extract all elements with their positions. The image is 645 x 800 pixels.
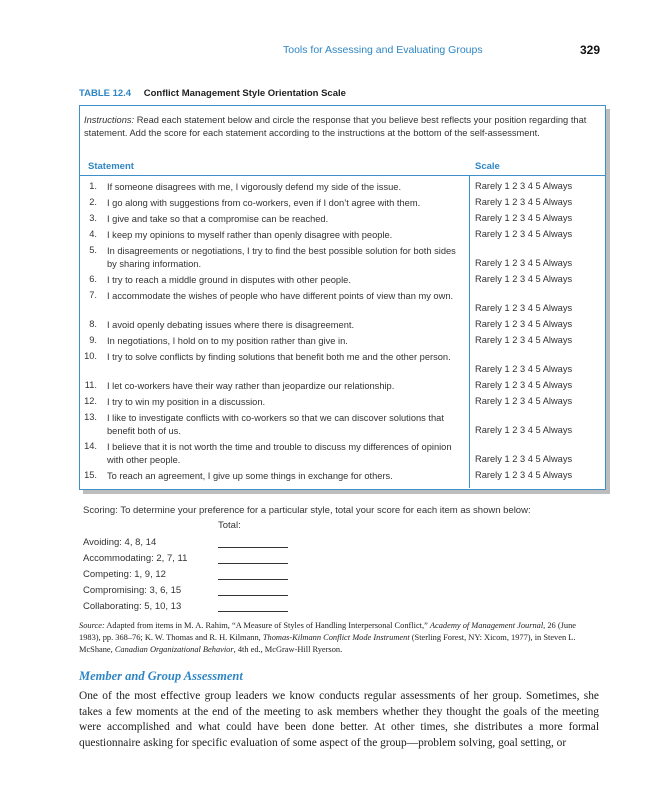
score-item-label: Avoiding: 4, 8, 14 (83, 537, 157, 548)
row-scale: Rarely 1 2 3 4 5 Always (475, 197, 573, 207)
table-title: Conflict Management Style Orientation Scale (143, 88, 346, 99)
table-number: TABLE 12.4 (79, 88, 132, 99)
row-number: 10. (84, 351, 97, 361)
score-blank (218, 611, 288, 612)
row-statement: I try to solve conflicts by finding solutions that benefit both me and the other person. (107, 352, 451, 362)
table-caption (79, 88, 346, 99)
score-blank (218, 595, 288, 596)
body-paragraph: One of the most effective group leaders we know conducts regular assessments of her group. Sometimes, she takes a few moments at the end of the meeting to ask members whether they thought the goals of the meeting were accomplished and what could have been done better. At other times, she distributes a more formal questionnaire asking for specific evaluation of some aspect of the group—problem solving, goal setting, or (79, 690, 599, 749)
row-scale: Rarely 1 2 3 4 5 Always (475, 364, 573, 374)
row-statement: I give and take so that a compromise can be reached. (107, 214, 329, 224)
score-blank (218, 579, 288, 580)
row-scale: Rarely 1 2 3 4 5 Always (475, 470, 573, 480)
source-citation (79, 620, 599, 656)
row-statement: I go along with suggestions from co-workers, even if I don’t agree with them. (107, 198, 421, 208)
instructions-lead: Instructions: (84, 115, 135, 125)
row-number: 5. (89, 245, 97, 255)
row-statement: If someone disagrees with me, I vigorously defend my side of the issue. (107, 182, 402, 192)
row-statement: I accommodate the wishes of people who have different points of view than my own. (107, 291, 454, 301)
row-scale: Rarely 1 2 3 4 5 Always (475, 258, 573, 268)
row-statement: I avoid openly debating issues where there is disagreement. (107, 320, 355, 330)
source-instrument: Thomas-Kilmann Conflict Mode Instrument (262, 633, 410, 642)
running-head (0, 44, 645, 58)
row-scale: Rarely 1 2 3 4 5 Always (475, 213, 573, 223)
total-label: Total: (218, 520, 241, 531)
row-number: 6. (89, 274, 97, 284)
score-item-label: Collaborating: 5, 10, 13 (83, 601, 182, 612)
instructions (84, 114, 599, 140)
scoring-instructions: Scoring: To determine your preference for a particular style, total your score for each item as shown below: (83, 505, 531, 516)
row-number: 4. (89, 229, 97, 239)
row-number: 9. (89, 335, 97, 345)
score-blank (218, 547, 288, 548)
row-scale: Rarely 1 2 3 4 5 Always (475, 303, 573, 313)
source-text: , 4th ed., McGraw-Hill Ryerson. (233, 645, 343, 654)
row-scale: Rarely 1 2 3 4 5 Always (475, 425, 573, 435)
row-number: 13. (84, 412, 97, 422)
page-number: 329 (580, 43, 601, 57)
row-number: 1. (89, 181, 97, 191)
row-number: 8. (89, 319, 97, 329)
row-statement: I let co-workers have their way rather than jeopardize our relationship. (107, 381, 395, 391)
score-item-label: Accommodating: 2, 7, 11 (83, 553, 188, 564)
source-text: (Sterling Forest, NY: Xicom, 1977), in Steven L. McShane, (79, 633, 576, 654)
assessment-table (79, 105, 606, 490)
row-scale: Rarely 1 2 3 4 5 Always (475, 229, 573, 239)
column-header-row (80, 161, 605, 176)
source-journal: Academy of Management Journal (429, 621, 544, 630)
score-blank (218, 563, 288, 564)
row-scale: Rarely 1 2 3 4 5 Always (475, 274, 573, 284)
row-number: 11. (84, 380, 97, 390)
row-statement: In disagreements or negotiations, I try to find the best possible solution for both sides by sharing information. (107, 246, 456, 269)
section-heading: Member and Group Assessment (79, 669, 243, 683)
score-item-label: Competing: 1, 9, 12 (83, 569, 166, 580)
row-statement: I believe that it is not worth the time and trouble to discuss my differences of opinion with other people. (107, 442, 452, 465)
row-number: 12. (84, 396, 97, 406)
row-scale: Rarely 1 2 3 4 5 Always (475, 380, 573, 390)
row-statement: I try to win my position in a discussion. (107, 397, 266, 407)
row-scale: Rarely 1 2 3 4 5 Always (475, 319, 573, 329)
score-item-compromising (83, 585, 303, 598)
column-header-scale: Scale (475, 161, 500, 172)
row-scale: Rarely 1 2 3 4 5 Always (475, 181, 573, 191)
source-text: , 26 (June 1983), pp. 368–76; K. W. Thomas and R. H. Kilmann, (79, 621, 576, 642)
score-item-label: Compromising: 3, 6, 15 (83, 585, 182, 596)
score-item-competing (83, 569, 303, 582)
running-head-title: Tools for Assessing and Evaluating Groups (283, 44, 483, 56)
score-item-collaborating (83, 601, 303, 614)
column-divider (469, 176, 470, 488)
row-number: 7. (89, 290, 97, 300)
row-number: 2. (89, 197, 97, 207)
score-item-accommodating (83, 553, 303, 566)
row-scale: Rarely 1 2 3 4 5 Always (475, 454, 573, 464)
score-item-avoiding (83, 537, 303, 550)
row-scale: Rarely 1 2 3 4 5 Always (475, 335, 573, 345)
row-statement: In negotiations, I hold on to my position rather than give in. (107, 336, 348, 346)
row-statement: I try to reach a middle ground in disputes with other people. (107, 275, 351, 285)
row-statement: I like to investigate conflicts with co-workers so that we can discover solutions that benefit both of us. (107, 413, 444, 436)
instructions-text: Read each statement below and circle the response that you believe best reflects your position regarding that statement. Add the score for each statement according to the instructions at the bottom of the self-assessment. (84, 115, 587, 138)
row-statement: To reach an agreement, I give up some things in exchange for others. (107, 471, 393, 481)
row-scale: Rarely 1 2 3 4 5 Always (475, 396, 573, 406)
row-number: 15. (84, 470, 97, 480)
source-label: Source: (79, 621, 105, 630)
column-header-statement: Statement (88, 161, 134, 172)
row-number: 14. (84, 441, 97, 451)
source-text: Adapted from items in M. A. Rahim, “A Measure of Styles of Handling Interpersonal Conflict,” (104, 621, 430, 630)
source-book: Canadian Organizational Behavior (114, 645, 234, 654)
row-number: 3. (89, 213, 97, 223)
row-statement: I keep my opinions to myself rather than openly disagree with people. (107, 230, 393, 240)
